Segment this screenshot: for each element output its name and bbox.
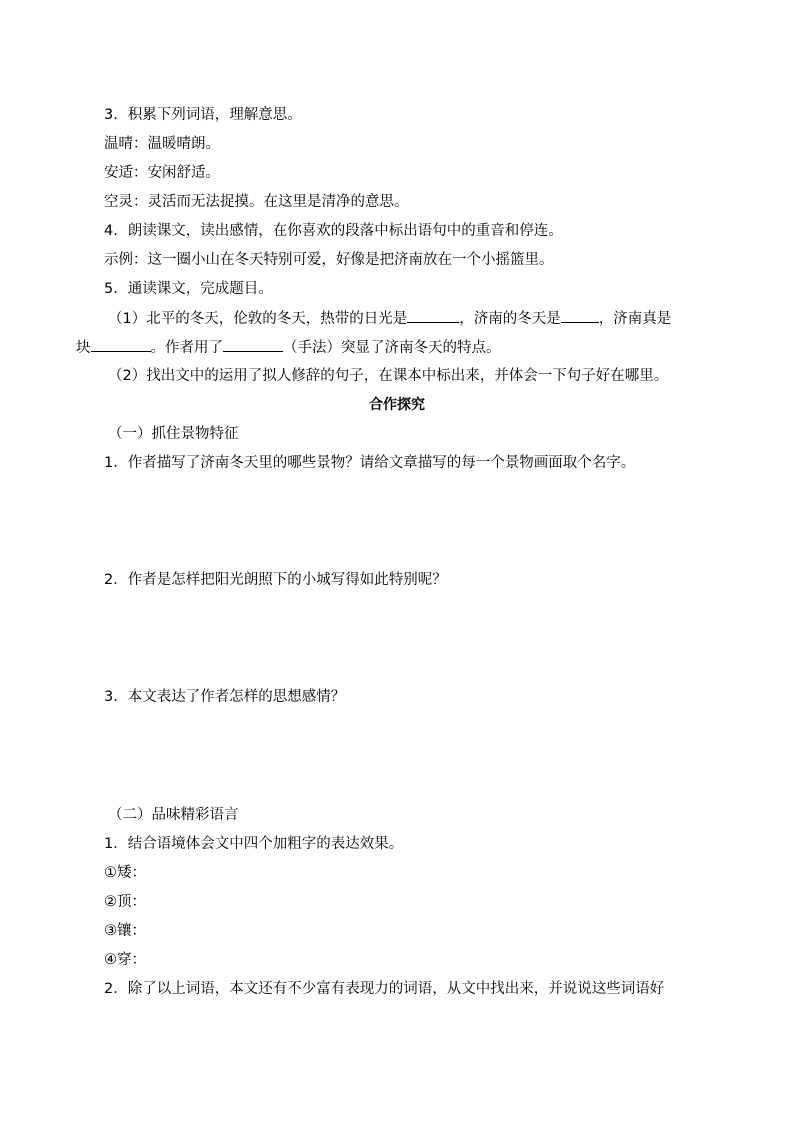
- word-item-ding: ②顶：: [104, 894, 146, 910]
- exercise-q1-line2: [76, 337, 501, 358]
- reading-heading: 4．朗读课文，读出感情，在你喜欢的段落中标出语句中的重音和停连。: [104, 223, 563, 239]
- answer-blank-1[interactable]: [407, 308, 459, 323]
- part1-question-2: 2．作者是怎样把阳光朗照下的小城写得如此特别呢？: [104, 572, 447, 588]
- q1-text-b: ，济南的冬天是: [459, 311, 561, 327]
- part1-question-1: 1．作者描写了济南冬天里的哪些景物？请给文章描写的每一个景物画面取个名字。: [104, 455, 636, 471]
- reading-example: 示例：这一圈小山在冬天特别可爱，好像是把济南放在一个小摇篮里。: [104, 252, 554, 268]
- part1-heading: （一）抓住景物特征: [108, 426, 239, 442]
- part1-question-3: 3．本文表达了作者怎样的思想感情？: [104, 689, 346, 705]
- part2-heading: （二）品味精彩语言: [108, 807, 239, 823]
- q1-text-e: 。作者用了: [150, 340, 223, 356]
- vocab-item-wenqing: 温晴：温暖晴朗。: [104, 136, 220, 152]
- word-item-chuan: ④穿：: [104, 952, 146, 968]
- part2-question-2: 2．除了以上词语，本文还有不少富有表现力的词语，从文中找出来，并说说这些词语好: [104, 981, 665, 997]
- word-item-xiang: ③镶：: [104, 923, 146, 939]
- vocab-heading: 3．积累下列词语，理解意思。: [104, 107, 302, 123]
- q1-text-d: 块: [76, 340, 91, 356]
- word-item-ai: ①矮：: [104, 865, 146, 881]
- answer-blank-4[interactable]: [223, 337, 283, 352]
- vocab-item-anshi: 安适：安闲舒适。: [104, 165, 220, 181]
- part2-question-1: 1．结合语境体会文中四个加粗字的表达效果。: [104, 836, 404, 852]
- cooperative-title: 合作探究: [369, 397, 425, 413]
- q1-text-f: （手法）突显了济南冬天的特点。: [283, 340, 501, 356]
- exercise-heading: 5．通读课文，完成题目。: [104, 281, 273, 297]
- exercise-q2: （2）找出文中的运用了拟人修辞的句子，在课本中标出来，并体会一下句子好在哪里。: [108, 368, 669, 384]
- q1-text-c: ，济南真是: [598, 311, 672, 327]
- exercise-q1-line1: [108, 308, 671, 329]
- answer-blank-2[interactable]: [561, 308, 599, 323]
- vocab-item-kongling: 空灵：灵活而无法捉摸。在这里是清净的意思。: [104, 194, 409, 210]
- q1-text-a: （1）北平的冬天，伦敦的冬天，热带的日光是: [108, 311, 408, 327]
- answer-blank-3[interactable]: [91, 337, 151, 352]
